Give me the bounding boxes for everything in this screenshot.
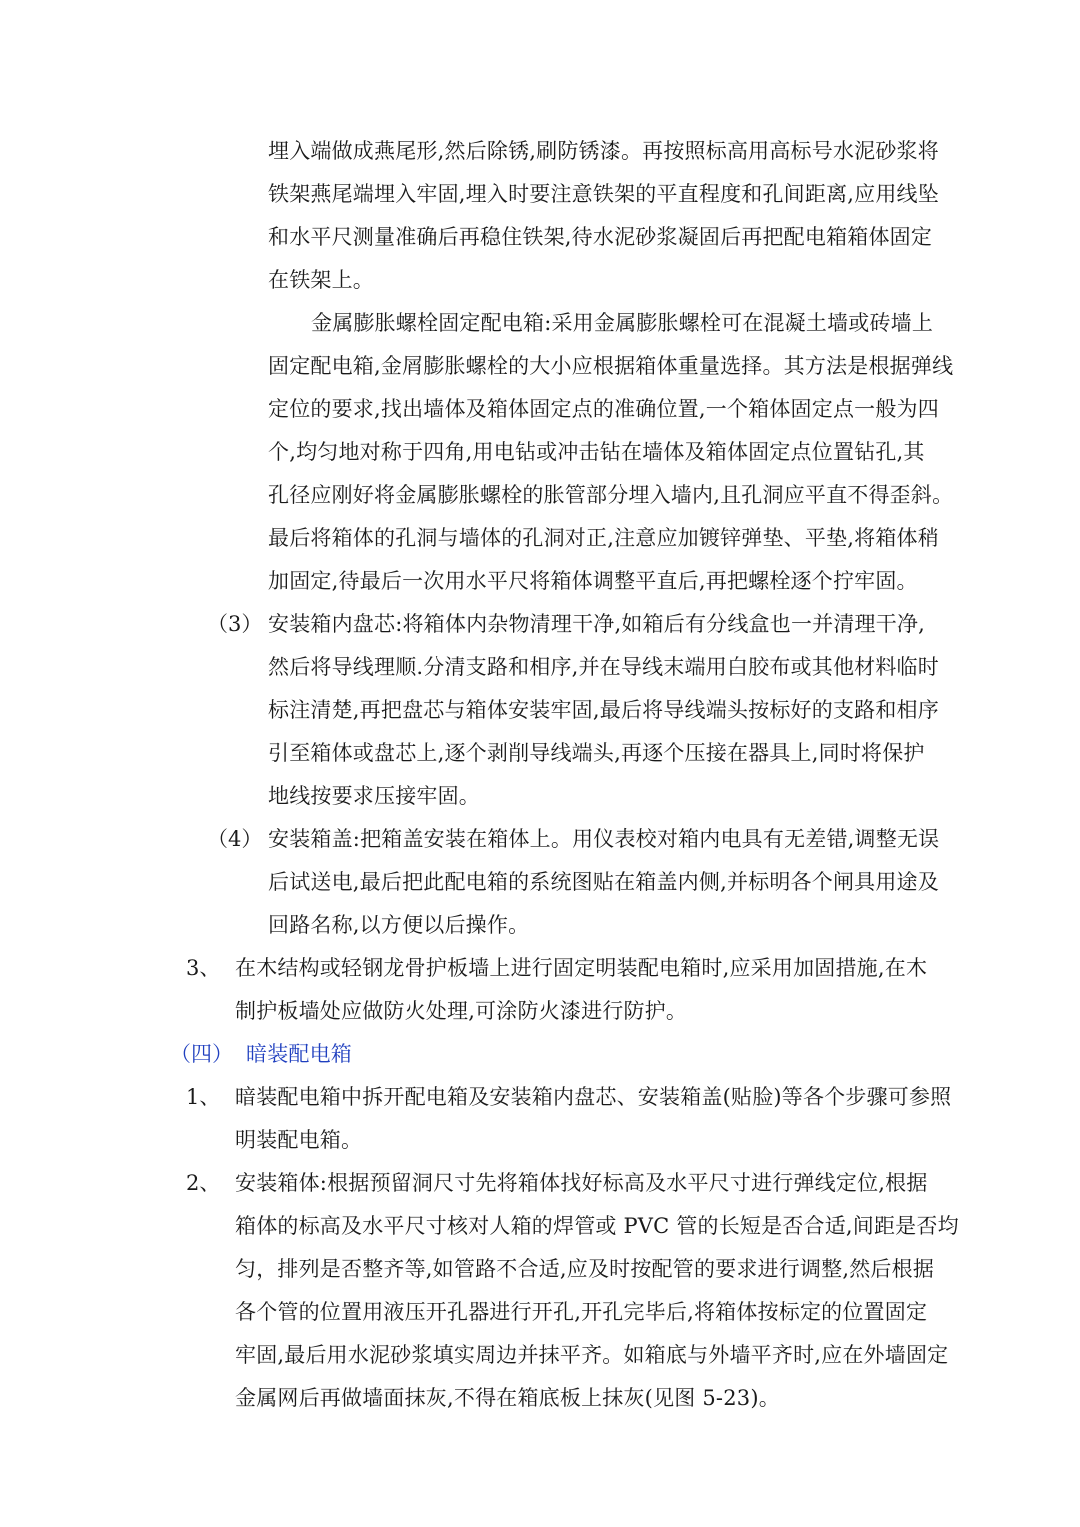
paragraph-line: 铁架燕尾端埋入牢固,埋入时要注意铁架的平直程度和孔间距离,应用线坠: [268, 182, 939, 206]
paragraph-line: 匀，排列是否整齐等,如管路不合适,应及时按配管的要求进行调整,然后根据: [235, 1257, 935, 1281]
section-title: 暗装配电箱: [246, 1042, 352, 1066]
paragraph-line: 引至箱体或盘芯上,逐个剥削导线端头,再逐个压接在器具上,同时将保护: [268, 741, 925, 765]
paragraph-line: 安装箱内盘芯:将箱体内杂物清理干净,如箱后有分线盒也一并清理干净,: [268, 612, 926, 636]
section-number: （四）: [170, 1042, 233, 1066]
paragraph-line: 和水平尺测量准确后再稳住铁架,待水泥砂浆凝固后再把配电箱箱体固定: [268, 225, 933, 249]
list-marker: 1、: [186, 1085, 221, 1109]
paragraph-line: 各个管的位置用液压开孔器进行开孔,开孔完毕后,将箱体按标定的位置固定: [235, 1300, 928, 1324]
paragraph-line: 箱体的标高及水平尺寸核对人箱的焊管或 PVC 管的长短是否合适,间距是否均: [235, 1214, 959, 1238]
paragraph-line: 最后将箱体的孔洞与墙体的孔洞对正,注意应加镀锌弹垫、平垫,将箱体稍: [268, 526, 939, 550]
paragraph-line: 然后将导线理顺.分清支路和相序,并在导线末端用白胶布或其他材料临时: [268, 655, 939, 679]
paragraph-line: 在木结构或轻钢龙骨护板墙上进行固定明装配电箱时,应采用加固措施,在木: [235, 956, 928, 980]
paragraph-line: 金属网后再做墙面抹灰,不得在箱底板上抹灰(见图 5-23)。: [235, 1386, 780, 1410]
paragraph-line: 制护板墙处应做防火处理,可涂防火漆进行防护。: [235, 999, 688, 1023]
paragraph-line: 埋入端做成燕尾形,然后除锈,刷防锈漆。再按照标高用高标号水泥砂浆将: [268, 139, 939, 163]
paragraph-line: 定位的要求,找出墙体及箱体固定点的准确位置,一个箱体固定点一般为四: [268, 397, 939, 421]
paragraph-line: 安装箱盖:把箱盖安装在箱体上。用仪表校对箱内电具有无差错,调整无误: [268, 827, 940, 851]
list-marker: 2、: [186, 1171, 221, 1195]
list-marker: （3）: [207, 612, 263, 636]
paragraph-line: 金属膨胀螺栓固定配电箱:采用金属膨胀螺栓可在混凝土墙或砖墙上: [311, 311, 934, 335]
paragraph-line: 暗装配电箱中拆开配电箱及安装箱内盘芯、安装箱盖(贴脸)等各个步骤可参照: [235, 1085, 952, 1109]
paragraph-line: 在铁架上。: [268, 268, 374, 292]
paragraph-line: 回路名称,以方便以后操作。: [268, 913, 530, 937]
list-marker: （4）: [207, 827, 263, 851]
paragraph-line: 地线按要求压接牢固。: [268, 784, 480, 808]
paragraph-line: 加固定,待最后一次用水平尺将箱体调整平直后,再把螺栓逐个拧牢固。: [268, 569, 918, 593]
paragraph-line: 标注清楚,再把盘芯与箱体安装牢固,最后将导线端头按标好的支路和相序: [268, 698, 939, 722]
paragraph-line: 牢固,最后用水泥砂浆填实周边并抹平齐。如箱底与外墙平齐时,应在外墙固定: [235, 1343, 949, 1367]
paragraph-line: 个,均匀地对称于四角,用电钻或冲击钻在墙体及箱体固定点位置钻孔,其: [268, 440, 925, 464]
paragraph-line: 后试送电,最后把此配电箱的系统图贴在箱盖内侧,并标明各个闸具用途及: [268, 870, 939, 894]
paragraph-line: 孔径应刚好将金属膨胀螺栓的胀管部分埋入墙内,且孔洞应平直不得歪斜。: [268, 483, 954, 507]
paragraph-line: 安装箱体:根据预留洞尺寸先将箱体找好标高及水平尺寸进行弹线定位,根据: [235, 1171, 928, 1195]
paragraph-line: 固定配电箱,金屑膨胀螺栓的大小应根据箱体重量选择。其方法是根据弹线: [268, 354, 954, 378]
list-marker: 3、: [186, 956, 221, 980]
paragraph-line: 明装配电箱。: [235, 1128, 363, 1152]
